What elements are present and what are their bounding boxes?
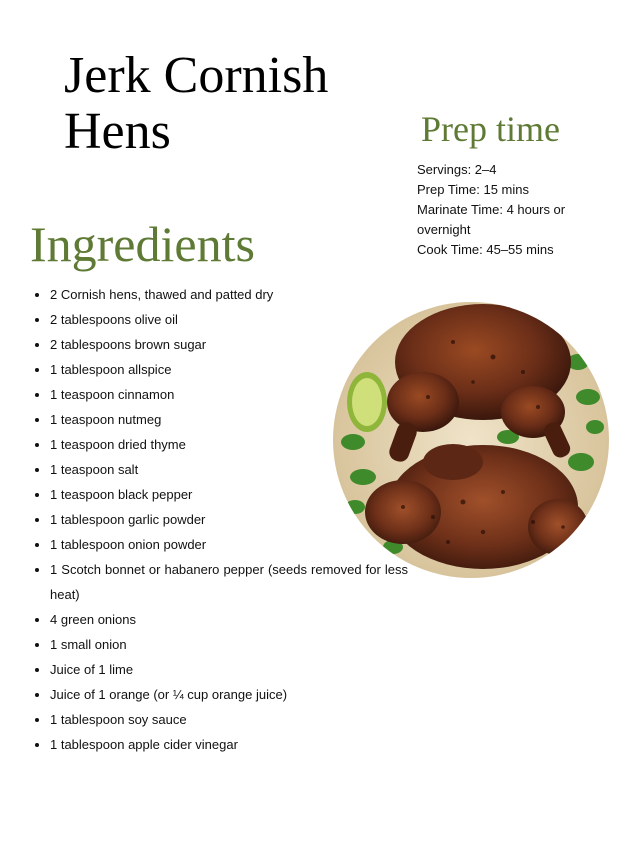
ingredient-item: • 1 tablespoon garlic powder — [50, 507, 408, 532]
ingredient-item: • 1 teaspoon nutmeg — [50, 407, 408, 432]
ingredients-list — [28, 282, 408, 757]
ingredient-item: • 1 teaspoon dried thyme — [50, 432, 408, 457]
ingredient-item: • 1 teaspoon black pepper — [50, 482, 408, 507]
ingredient-item: • Juice of 1 lime — [50, 657, 408, 682]
ingredient-item: • 1 teaspoon salt — [50, 457, 408, 482]
ingredient-item: • 1 Scotch bonnet or habanero pepper (seeds removed for less heat) — [50, 557, 408, 607]
recipe-title — [64, 48, 384, 160]
ingredient-item: • 2 Cornish hens, thawed and patted dry — [50, 282, 408, 307]
ingredient-item: • 4 green onions — [50, 607, 408, 632]
ingredient-item: • 2 tablespoons brown sugar — [50, 332, 408, 357]
marinate-time-text: Marinate Time: 4 hours or overnight — [417, 202, 566, 237]
lime-wedge — [347, 372, 387, 432]
servings-text: Servings: 2–4 — [417, 162, 497, 177]
recipe-title-line-2: Hens — [64, 103, 171, 160]
prep-time-heading: Prep time — [421, 109, 560, 149]
ingredient-item: • 1 small onion — [50, 632, 408, 657]
ingredient-item: • 1 tablespoon apple cider vinegar — [50, 732, 408, 757]
ingredient-item: • 2 tablespoons olive oil — [50, 307, 408, 332]
ingredients-heading: Ingredients — [30, 216, 255, 272]
jerk-hens-illustration — [333, 302, 609, 578]
cook-time-text: Cook Time: 45–55 mins — [417, 242, 554, 257]
ingredient-item: • 1 tablespoon onion powder — [50, 532, 408, 557]
recipe-title-line-1: Jerk Cornish — [64, 47, 329, 104]
prep-details — [417, 160, 607, 260]
ingredient-item: • Juice of 1 orange (or ¼ cup orange juice) — [50, 682, 408, 707]
ingredient-item: • 1 teaspoon cinnamon — [50, 382, 408, 407]
prep-time-text: Prep Time: 15 mins — [417, 182, 529, 197]
jerk-hens-photo — [333, 302, 609, 578]
ingredient-item: • 1 tablespoon allspice — [50, 357, 408, 382]
ingredient-item: • 1 tablespoon soy sauce — [50, 707, 408, 732]
